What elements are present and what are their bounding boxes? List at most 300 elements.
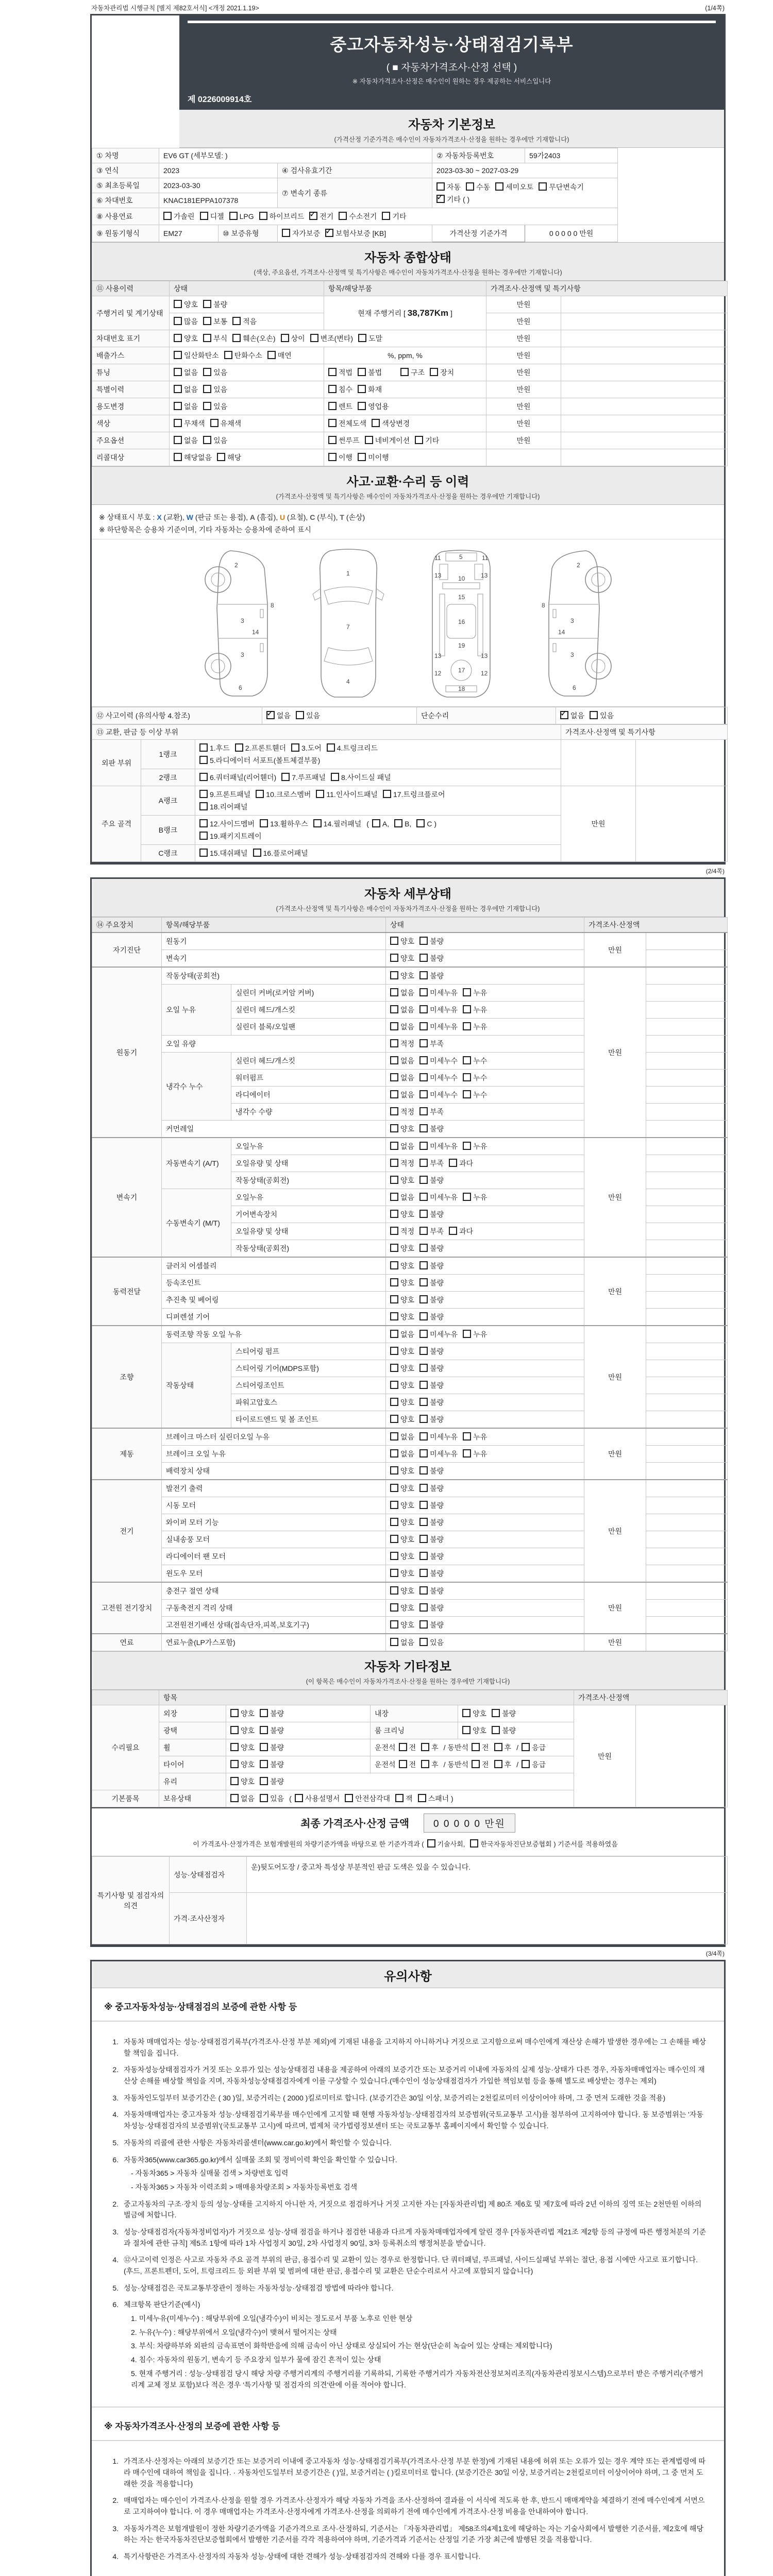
- checkbox-불량[interactable]: [419, 1312, 428, 1320]
- part-number: 13: [480, 652, 488, 659]
- checkbox-19.패키지트레이[interactable]: [199, 832, 208, 840]
- checkbox-전체도색[interactable]: [328, 419, 337, 427]
- option-기타: 기타: [382, 211, 406, 222]
- checkbox-미세누유[interactable]: [419, 1449, 428, 1458]
- checkbox-없음[interactable]: [390, 1638, 398, 1646]
- checkbox-없음[interactable]: [390, 1073, 398, 1081]
- item-오일누유: 오일누유: [231, 1189, 386, 1206]
- checkbox-있음[interactable]: [260, 1794, 268, 1802]
- checkbox-영업용[interactable]: [358, 402, 366, 410]
- notice-text: 특기사항란은 가격조사·산정자의 자동차 성능·상태에 대한 견해가 성능·상태점검자의 견해와 다를 경우 표시합니다.: [124, 2552, 481, 2561]
- checkbox-양호[interactable]: [390, 1261, 398, 1269]
- state-options: [386, 1172, 584, 1189]
- checkbox-응급[interactable]: [522, 1743, 530, 1751]
- option-안전삼각대: 안전삼각대: [345, 1793, 390, 1804]
- checkbox-누유[interactable]: [463, 1005, 471, 1013]
- checkbox-양호[interactable]: [390, 1484, 398, 1492]
- checkbox-양호[interactable]: [230, 1726, 239, 1734]
- checkbox-없음[interactable]: [174, 436, 182, 444]
- checkbox-불량[interactable]: [419, 1552, 428, 1560]
- remark-cell: [646, 1497, 728, 1514]
- remark-cell: [646, 1343, 728, 1360]
- checkbox-과다[interactable]: [449, 1227, 457, 1235]
- notice-sub-item: 4. 침수: 자동차의 원동기, 변속기 등 주요장치 일부가 물에 잠긴 흔적이 있는 상태: [131, 2355, 381, 2364]
- checkbox-후[interactable]: [421, 1743, 429, 1751]
- checkbox-후[interactable]: [494, 1743, 502, 1751]
- option-양호: 양호: [230, 1708, 255, 1719]
- checkbox-15.대쉬패널[interactable]: [199, 849, 208, 857]
- checkbox-있음[interactable]: [419, 1638, 428, 1646]
- checkbox-양호[interactable]: [390, 1569, 398, 1577]
- checkbox-양호[interactable]: [390, 1347, 398, 1355]
- checkbox-C[interactable]: [416, 819, 425, 827]
- state-options: [386, 1411, 584, 1429]
- checkbox-불량[interactable]: [260, 1760, 268, 1768]
- checkbox-불량[interactable]: [492, 1726, 500, 1734]
- notice-text: 자동차인도일부터 보증기간은 ( 30 )일, 보증거리는 ( 2000 )킬로미터로 합니다. (보증기간은 30일 이상, 보증거리는 2천킬로미터 이상이어야 하며, 그 중 먼저 도래한 것을 적용): [124, 2093, 666, 2102]
- state-options: [386, 933, 584, 950]
- header-divider: [188, 21, 716, 23]
- checkbox-부족[interactable]: [419, 1159, 428, 1167]
- rankB-label: B랭크: [141, 816, 195, 845]
- remark-cell: [646, 1548, 728, 1565]
- checkbox-응급[interactable]: [522, 1760, 530, 1768]
- cleaning-options: [458, 1722, 574, 1739]
- price-cell: 만원: [584, 1582, 646, 1634]
- tuning-label: 튜닝: [92, 364, 170, 381]
- vin-mark-options: [170, 330, 486, 347]
- checkbox-누수[interactable]: [463, 1056, 471, 1064]
- checkbox-불량[interactable]: [419, 1518, 428, 1526]
- checkbox-양호[interactable]: [390, 1244, 398, 1252]
- part-number: 3: [570, 651, 574, 658]
- remark-cell: [646, 1514, 728, 1531]
- checkbox-해당[interactable]: [217, 453, 225, 461]
- option-불량: 불량: [419, 1312, 444, 1322]
- report-header: [179, 15, 724, 110]
- price-cell: 만원: [486, 313, 561, 330]
- checkbox-불량[interactable]: [419, 1278, 428, 1286]
- checkbox-불량[interactable]: [419, 1620, 428, 1629]
- checkbox-없음[interactable]: [390, 1330, 398, 1338]
- checkbox-12.사이드멤버[interactable]: [199, 819, 208, 827]
- remark-cell: [561, 330, 728, 347]
- checkbox-불량[interactable]: [419, 1603, 428, 1612]
- checkbox-누수[interactable]: [463, 1090, 471, 1098]
- checkbox-3.도어[interactable]: [291, 743, 299, 752]
- checkbox-불량[interactable]: [419, 1586, 428, 1595]
- checkbox-양호[interactable]: [390, 1518, 398, 1526]
- checkbox-누수[interactable]: [463, 1073, 471, 1081]
- checkbox-화재[interactable]: [358, 385, 366, 393]
- checkbox-양호[interactable]: [230, 1743, 239, 1751]
- checkbox-불량[interactable]: [260, 1709, 268, 1717]
- checkbox-색상변경[interactable]: [372, 419, 380, 427]
- checkbox-6.쿼터패널(리어휀더)[interactable]: [199, 773, 208, 781]
- checkbox-불량[interactable]: [419, 1381, 428, 1389]
- checkbox-불량[interactable]: [419, 1569, 428, 1577]
- checkbox-매연[interactable]: [267, 351, 276, 359]
- checkbox-불량[interactable]: [419, 1364, 428, 1372]
- checkbox-없음[interactable]: [390, 1449, 398, 1458]
- checkbox-기타[interactable]: [382, 212, 390, 220]
- checkbox-양호[interactable]: [390, 1124, 398, 1132]
- main-option-options: [170, 432, 324, 449]
- checkbox-16.플로어패널[interactable]: [253, 849, 261, 857]
- option-6.쿼터패널(리어휀더): 6.쿼터패널(리어휀더): [199, 772, 276, 783]
- mileage-prefix: 현재 주행거리 [: [358, 309, 408, 317]
- checkbox-불량[interactable]: [419, 937, 428, 945]
- checkbox-훼손(오손)[interactable]: [232, 334, 241, 342]
- price-cell: 만원: [486, 347, 561, 364]
- checkbox-미세누수[interactable]: [419, 1073, 428, 1081]
- checkbox-스패너[interactable]: [418, 1794, 426, 1802]
- checkbox-미세누수[interactable]: [419, 1056, 428, 1064]
- checkbox-있음[interactable]: [203, 436, 211, 444]
- checkbox-누유[interactable]: [463, 1330, 471, 1338]
- checkbox-불량[interactable]: [419, 971, 428, 979]
- state-options: [386, 1053, 584, 1070]
- price-cell: 만원: [486, 364, 561, 381]
- item-추진축 및 베어링: 추진축 및 베어링: [162, 1292, 386, 1309]
- option-16.플로어패널: 16.플로어패널: [253, 848, 308, 858]
- mileage-amount-options: [170, 313, 324, 330]
- checkbox-후[interactable]: [421, 1760, 429, 1768]
- checkbox-누유[interactable]: [463, 1193, 471, 1201]
- checkbox-2.프론트휀더[interactable]: [235, 743, 243, 752]
- checkbox-불량[interactable]: [203, 300, 211, 308]
- checkbox-양호[interactable]: [174, 300, 182, 308]
- checkbox-적정[interactable]: [390, 1159, 398, 1167]
- checkbox-8.사이드실 패널[interactable]: [331, 773, 339, 781]
- checkbox-양호[interactable]: [230, 1777, 239, 1785]
- checkbox-기술사회,[interactable]: [427, 1839, 435, 1848]
- etc-title: 자동차 기타정보: [364, 1660, 451, 1674]
- checkbox-부족[interactable]: [419, 1227, 428, 1235]
- checkbox-양호[interactable]: [390, 1466, 398, 1475]
- state-options: [386, 1617, 584, 1634]
- checkbox-양호[interactable]: [462, 1726, 470, 1734]
- checkbox-미세누유[interactable]: [419, 1330, 428, 1338]
- checkbox-양호[interactable]: [390, 1364, 398, 1372]
- checkbox-적정[interactable]: [390, 1039, 398, 1047]
- checkbox-양호[interactable]: [390, 971, 398, 979]
- checkbox-불량[interactable]: [419, 1244, 428, 1252]
- checkbox-적정[interactable]: [390, 1107, 398, 1115]
- checkbox-불량[interactable]: [419, 1347, 428, 1355]
- checkbox-누유[interactable]: [463, 1432, 471, 1440]
- remarks-table: [92, 1856, 728, 1944]
- checkbox-18.리어패널[interactable]: [199, 802, 208, 810]
- checkbox-수동[interactable]: [466, 182, 474, 191]
- checkbox-해당없음[interactable]: [174, 453, 182, 461]
- item-디퍼렌셜 기어: 디퍼렌셜 기어: [162, 1309, 386, 1326]
- remark-cell: [646, 1206, 728, 1223]
- engine-type-value: EM27: [159, 225, 219, 242]
- checkbox-무단변속기[interactable]: [539, 182, 547, 191]
- checkbox-17.트렁크플로어[interactable]: [383, 790, 391, 798]
- checkbox-미세누유[interactable]: [419, 1432, 428, 1440]
- checkbox-5.라디에이터 서포트(볼트체결부품)[interactable]: [199, 756, 208, 764]
- checkbox-불량[interactable]: [419, 1295, 428, 1303]
- checkbox-없음[interactable]: [390, 1005, 398, 1013]
- checkbox-잭[interactable]: [395, 1794, 404, 1802]
- checkbox-미이행[interactable]: [358, 453, 366, 461]
- checkbox-불량[interactable]: [419, 1210, 428, 1218]
- checkbox-누유[interactable]: [463, 988, 471, 996]
- checkbox-있음[interactable]: [590, 711, 598, 719]
- checkbox-양호[interactable]: [390, 1398, 398, 1406]
- checkbox-없음[interactable]: [390, 988, 398, 996]
- checkbox-1.후드[interactable]: [199, 743, 208, 752]
- checkbox-양호[interactable]: [390, 1620, 398, 1629]
- checkbox-없음[interactable]: [174, 385, 182, 393]
- option-불량: 불량: [492, 1725, 516, 1736]
- checkbox-미세누유[interactable]: [419, 1193, 428, 1201]
- interior-label: 내장: [371, 1705, 458, 1722]
- checkbox-없음[interactable]: [390, 1142, 398, 1150]
- checkbox-부족[interactable]: [419, 1039, 428, 1047]
- option-누유: 누유: [463, 1192, 487, 1202]
- checkbox-양호[interactable]: [174, 334, 182, 342]
- checkbox-적법[interactable]: [328, 368, 337, 376]
- checkbox-있음[interactable]: [296, 711, 304, 719]
- checkbox-불량[interactable]: [419, 1535, 428, 1543]
- tire-options: [226, 1756, 371, 1773]
- checkbox-유채색[interactable]: [210, 419, 219, 427]
- checkbox-전[interactable]: [399, 1743, 407, 1751]
- part-number: 5: [459, 553, 463, 561]
- item-스티어링 펌프: 스티어링 펌프: [231, 1343, 386, 1360]
- checkbox-10.크로스멤버[interactable]: [256, 790, 264, 798]
- option-많음: 많음: [174, 316, 198, 327]
- checkbox-기타[interactable]: [415, 436, 423, 444]
- sheet-page-3: [90, 1960, 726, 2576]
- option-3.도어: 3.도어: [291, 743, 322, 753]
- checkbox-양호[interactable]: [390, 1278, 398, 1286]
- remark-cell: [646, 1565, 728, 1583]
- checkbox-전[interactable]: [472, 1760, 480, 1768]
- checkbox-양호[interactable]: [230, 1760, 239, 1768]
- checkbox-불량[interactable]: [419, 1415, 428, 1423]
- checkbox-누유[interactable]: [463, 1449, 471, 1458]
- checkbox-보험사보증[interactable]: [325, 229, 333, 237]
- checkbox-4.트렁크리드[interactable]: [327, 743, 335, 752]
- checkbox-양호[interactable]: [390, 1603, 398, 1612]
- checkbox-양호[interactable]: [462, 1709, 470, 1717]
- checkbox-13.휠하우스[interactable]: [260, 819, 268, 827]
- option-불량: 불량: [203, 299, 227, 310]
- checkbox-미세누수[interactable]: [419, 1090, 428, 1098]
- checkbox-누유[interactable]: [463, 1142, 471, 1150]
- checkbox-디젤[interactable]: [200, 212, 208, 220]
- checkbox-불량[interactable]: [260, 1726, 268, 1734]
- checkbox-세미오토[interactable]: [495, 182, 503, 191]
- checkbox-많음[interactable]: [174, 317, 182, 325]
- checkbox-부족[interactable]: [419, 1107, 428, 1115]
- part-number: 13: [434, 652, 441, 659]
- checkbox-전[interactable]: [472, 1743, 480, 1751]
- checkbox-장치[interactable]: [430, 368, 438, 376]
- sheet-page-2: [90, 877, 726, 1947]
- checkbox-불량[interactable]: [419, 1124, 428, 1132]
- checkbox-양호[interactable]: [390, 1381, 398, 1389]
- part-number: 4: [346, 678, 350, 685]
- checkbox-불량[interactable]: [419, 1466, 428, 1475]
- checkbox-없음[interactable]: [390, 1056, 398, 1064]
- checkbox-불량[interactable]: [419, 1501, 428, 1509]
- checkbox-양호[interactable]: [390, 1415, 398, 1423]
- checkbox-탄화수소[interactable]: [224, 351, 232, 359]
- notice-item: [103, 2283, 709, 2294]
- checkbox-양호[interactable]: [230, 1709, 239, 1717]
- checkbox-사용설명서[interactable]: [295, 1794, 303, 1802]
- checkbox-양호[interactable]: [390, 1210, 398, 1218]
- option-C: C ): [416, 819, 436, 828]
- checkbox-불량[interactable]: [260, 1777, 268, 1785]
- checkbox-14.필러패널[interactable]: [313, 819, 322, 827]
- checkbox-침수[interactable]: [328, 385, 337, 393]
- checkbox-없음[interactable]: [174, 368, 182, 376]
- checkbox-양호[interactable]: [390, 1501, 398, 1509]
- accident-subtitle: (가격조사·산정액 및 특기사항은 매수인이 자동차가격조사·산정을 원하는 경우에만 기재합니다): [276, 493, 540, 500]
- checkbox-LPG[interactable]: [229, 212, 238, 220]
- checkbox-전[interactable]: [399, 1760, 407, 1768]
- checkbox-양호[interactable]: [390, 937, 398, 945]
- checkbox-한국자동차진단보증협회[interactable]: [470, 1839, 478, 1848]
- checkbox-가솔린[interactable]: [163, 212, 172, 220]
- basic-info-title: 자동차 기본정보: [408, 118, 495, 132]
- checkbox-양호[interactable]: [390, 1586, 398, 1595]
- option-탄화수소: 탄화수소: [224, 350, 262, 361]
- checkbox-양호[interactable]: [390, 1176, 398, 1184]
- option-불량: 불량: [419, 1346, 444, 1357]
- checkbox-구조[interactable]: [400, 368, 409, 376]
- checkbox-후[interactable]: [494, 1760, 502, 1768]
- checkbox-썬루프[interactable]: [328, 436, 337, 444]
- checkbox-9.프론트패널[interactable]: [199, 790, 208, 798]
- checkbox-수소전기[interactable]: [339, 212, 347, 220]
- checkbox-불량[interactable]: [492, 1709, 500, 1717]
- checkbox-이행[interactable]: [328, 453, 337, 461]
- option-LPG: LPG: [229, 212, 254, 221]
- checkbox-보통[interactable]: [203, 317, 211, 325]
- checkbox-하이브리드[interactable]: [259, 212, 267, 220]
- option-디젤: 디젤: [200, 211, 224, 222]
- checkbox-미세누유[interactable]: [419, 1142, 428, 1150]
- checkbox-변조(변타)[interactable]: [310, 334, 318, 342]
- remark-cell: [646, 1377, 728, 1394]
- option-불량: 불량: [419, 1295, 444, 1305]
- checkbox-누유[interactable]: [463, 1022, 471, 1030]
- checkbox-양호[interactable]: [390, 1295, 398, 1303]
- checkbox-양호[interactable]: [390, 954, 398, 962]
- checkbox-미세누유[interactable]: [419, 988, 428, 996]
- checkbox-자가보증[interactable]: [282, 229, 290, 237]
- checkbox-자동[interactable]: [436, 182, 445, 191]
- mileage-suffix: ]: [448, 309, 452, 317]
- checkbox-양호[interactable]: [390, 1312, 398, 1320]
- checkbox-불량[interactable]: [419, 1176, 428, 1184]
- checkbox-불량[interactable]: [419, 954, 428, 962]
- checkbox-적음[interactable]: [232, 317, 241, 325]
- checkbox-있음[interactable]: [203, 402, 211, 410]
- checkbox-없음[interactable]: [266, 711, 275, 719]
- checkbox-불법[interactable]: [358, 368, 366, 376]
- checkbox-불량[interactable]: [260, 1743, 268, 1751]
- checkbox-없음[interactable]: [560, 711, 568, 719]
- checkbox-없음[interactable]: [174, 402, 182, 410]
- checkbox-양호[interactable]: [390, 1535, 398, 1543]
- option-한국자동차진단보증협회: 한국자동차진단보증협회 ) 기준서를 적용하였음: [470, 1839, 617, 1849]
- option-양호: 양호: [390, 1380, 414, 1391]
- checkbox-과다[interactable]: [449, 1159, 457, 1167]
- item-실린더 커버(로커암 커버): 실린더 커버(로커암 커버): [231, 985, 386, 1002]
- checkbox-A,[interactable]: [372, 819, 380, 827]
- rankC-options: [195, 845, 561, 862]
- checkbox-무채색[interactable]: [174, 419, 182, 427]
- checkbox-상이[interactable]: [281, 334, 289, 342]
- checkbox-11.인사이드패널[interactable]: [316, 790, 324, 798]
- checkbox-일산화탄소[interactable]: [174, 351, 182, 359]
- checkbox-부식[interactable]: [203, 334, 211, 342]
- notice-text: 자동차의 리콜에 관한 사항은 자동차리콜센터(www.car.go.kr)에서 확인할 수 있습니다.: [124, 2138, 392, 2147]
- checkbox-7.루프패널[interactable]: [281, 773, 290, 781]
- reg-no-value: 59가2403: [525, 148, 618, 163]
- checkbox-없음[interactable]: [390, 1022, 398, 1030]
- notice-item: [103, 2093, 709, 2104]
- checkbox-없음[interactable]: [390, 1090, 398, 1098]
- option-없음: 없음: [174, 384, 198, 395]
- checkbox-미세누유[interactable]: [419, 1005, 428, 1013]
- report-subtitle: ( ■ 자동차가격조사·산정 선택 ): [386, 62, 517, 73]
- option-적음: 적음: [232, 316, 257, 327]
- checkbox-없음[interactable]: [390, 1432, 398, 1440]
- option-후: 후: [494, 1742, 512, 1753]
- notice-number: 3.: [112, 2093, 119, 2102]
- notice-sub-item: 1. 미세누유(미세누수) : 해당부위에 오일(냉각수)이 비치는 정도로서 부품 노후로 인한 현상: [131, 2314, 413, 2323]
- checkbox-미세누유[interactable]: [419, 1022, 428, 1030]
- price-cell: 만원: [584, 1138, 646, 1257]
- checkbox-불량[interactable]: [419, 1398, 428, 1406]
- checkbox-전기[interactable]: [309, 212, 317, 220]
- checkbox-있음[interactable]: [203, 385, 211, 393]
- checkbox-불량[interactable]: [419, 1261, 428, 1269]
- checkbox-불량[interactable]: [419, 1484, 428, 1492]
- option-prefix: / 동반석: [443, 1760, 468, 1769]
- checkbox-없음[interactable]: [390, 1193, 398, 1201]
- option-없음: ✓ 없음: [266, 710, 291, 721]
- report-title: 중고자동차성능·상태점검기록부: [330, 35, 574, 54]
- remark-cell: [646, 1463, 728, 1480]
- checkbox-렌트[interactable]: [328, 402, 337, 410]
- state-options: [386, 1463, 584, 1480]
- checkbox-없음[interactable]: [230, 1794, 239, 1802]
- price-cell: 만원: [584, 1326, 646, 1428]
- checkbox-안전삼각대[interactable]: [345, 1794, 353, 1802]
- checkbox-적정[interactable]: [390, 1227, 398, 1235]
- option-18.리어패널: 18.리어패널: [199, 802, 248, 812]
- checkbox-있음[interactable]: [203, 368, 211, 376]
- checkbox-네비게이션[interactable]: [365, 436, 373, 444]
- checkbox-양호[interactable]: [390, 1552, 398, 1560]
- checkbox-B,[interactable]: [394, 819, 402, 827]
- recall-options: [170, 449, 324, 466]
- option-매연: 매연: [267, 350, 292, 361]
- checkbox-도말[interactable]: [358, 334, 366, 342]
- option-B,: B,: [394, 819, 411, 828]
- checkbox-기타[interactable]: [436, 195, 445, 203]
